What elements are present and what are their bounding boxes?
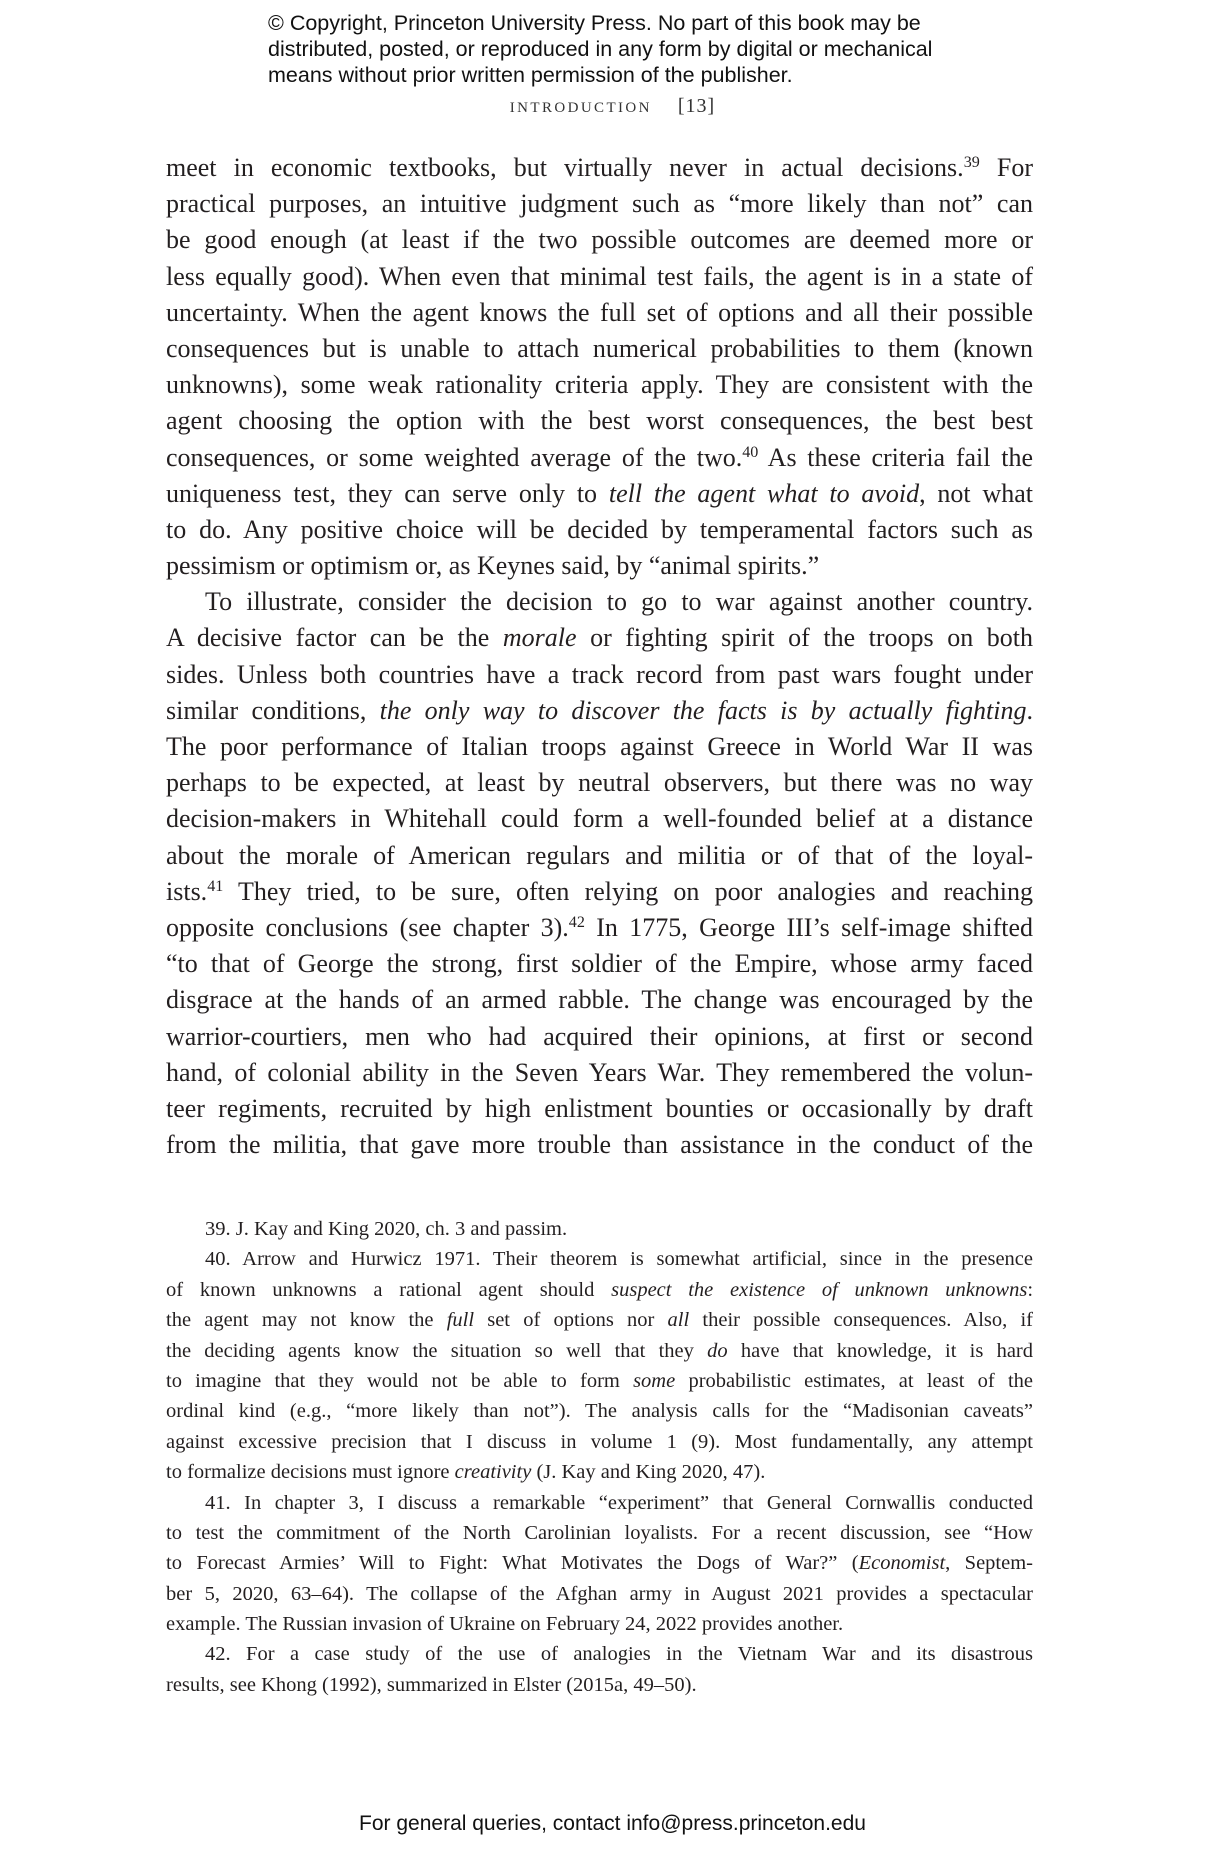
footnotes — [166, 1214, 1033, 1700]
body-text — [166, 150, 1033, 1163]
copyright-line: distributed, posted, or reproduced in any form by digital or mechanical — [268, 37, 933, 61]
text-run: uniqueness test, they can serve only to — [166, 478, 609, 508]
emphasis-text: the only way to discover the facts is by actually fighting — [379, 695, 1027, 725]
body-line — [166, 150, 1033, 186]
footnote-line — [166, 1336, 1033, 1366]
text-run: have that knowledge, it is hard — [727, 1339, 1033, 1362]
footnote-line — [166, 1214, 1033, 1244]
text-run: ber 5, 2020, 63–64). The collapse of the Afghan army in August 2021 provides a spectacular — [166, 1582, 1033, 1605]
running-head — [0, 93, 1225, 118]
body-line — [166, 512, 1033, 548]
text-run: about the morale of American regulars and militia or of that of the loyal- — [166, 840, 1033, 870]
footnote-line — [166, 1366, 1033, 1396]
text-run: against excessive precision that I discuss in volume 1 (9). Most fundamentally, any attempt — [166, 1430, 1033, 1453]
footnote-line — [166, 1518, 1033, 1548]
text-run: hand, of colonial ability in the Seven Years War. They remembered the volun- — [166, 1057, 1033, 1087]
emphasis-text: do — [707, 1339, 728, 1362]
text-run: meet in economic textbooks, but virtually never in actual decisions. — [166, 153, 964, 182]
text-run: 39. J. Kay and King 2020, ch. 3 and passim. — [205, 1218, 568, 1240]
text-run: sides. Unless both countries have a track record from past wars fought under — [166, 659, 1033, 689]
text-run: 40. Arrow and Hurwicz 1971. Their theorem is somewhat artificial, since in the presence — [205, 1248, 1033, 1271]
text-run: In 1775, George III’s self-image shifted — [584, 912, 1033, 942]
text-run: , Septem- — [945, 1552, 1033, 1575]
body-line — [166, 403, 1033, 439]
body-line — [166, 548, 1033, 584]
text-run: The poor performance of Italian troops against Greece in World War II was — [166, 732, 1033, 761]
body-line — [166, 259, 1033, 295]
footnote-reference: 41 — [207, 877, 224, 895]
text-run: their possible consequences. Also, if — [689, 1309, 1033, 1332]
chapter-title: introduction — [509, 93, 652, 117]
text-run: probabilistic estimates, at least of the — [675, 1369, 1033, 1392]
text-run: to test the commitment of the North Carolinian loyalists. For a recent discussion, see “How — [166, 1521, 1033, 1544]
body-line — [166, 765, 1033, 801]
body-line — [166, 584, 1033, 620]
body-line — [166, 1019, 1033, 1055]
footnote-line — [166, 1396, 1033, 1426]
body-line — [166, 186, 1033, 222]
text-run: consequences, or some weighted average of the two. — [166, 442, 743, 472]
text-run: the agent may not know the — [166, 1309, 447, 1332]
body-line — [166, 476, 1033, 512]
page-number: [13] — [677, 95, 716, 117]
footnote-reference: 39 — [963, 154, 980, 172]
text-run: disgrace at the hands of an armed rabble. The change was encouraged by the — [166, 985, 1033, 1015]
text-run: “to that of George the strong, first soldier of the Empire, whose army faced — [166, 949, 1033, 979]
text-run: , not what — [919, 478, 1033, 508]
footnote-line — [166, 1488, 1033, 1518]
text-run: to Forecast Armies’ Will to Fight: What Motivates the Dogs of War?” ( — [166, 1552, 859, 1575]
body-line — [166, 838, 1033, 874]
footnote-reference: 42 — [568, 914, 585, 932]
text-run: teer regiments, recruited by high enlistment bounties or occasionally by draft — [166, 1093, 1033, 1123]
body-line — [166, 657, 1033, 693]
body-line — [166, 693, 1033, 729]
emphasis-text: tell the agent what to avoid — [608, 478, 920, 508]
body-line — [166, 801, 1033, 837]
copyright-notice — [268, 10, 968, 88]
text-run: : — [1027, 1278, 1034, 1301]
text-run: For — [979, 153, 1033, 182]
footnote-line — [166, 1244, 1033, 1274]
body-line — [166, 222, 1033, 258]
footnote-line — [166, 1305, 1033, 1335]
text-run: perhaps to be expected, at least by neutral observers, but there was no way — [166, 768, 1033, 798]
text-run: They tried, to be sure, often relying on poor analogies and reaching — [223, 876, 1033, 906]
copyright-line: © Copyright, Princeton University Press. No part of this book may be — [268, 11, 921, 35]
emphasis-text: some — [633, 1369, 676, 1392]
emphasis-text: suspect the existence of unknown unknowns — [611, 1278, 1028, 1301]
body-line — [166, 910, 1033, 946]
text-run: consequences but is unable to attach numerical probabilities to them (known — [166, 333, 1033, 363]
emphasis-text: morale — [502, 623, 577, 653]
emphasis-text: creativity — [454, 1461, 532, 1484]
text-run: be good enough (at least if the two possible outcomes are deemed more or — [166, 225, 1033, 255]
text-run: to imagine that they would not be able to form — [166, 1369, 634, 1392]
emphasis-text: all — [667, 1309, 690, 1332]
body-line — [166, 295, 1033, 331]
body-line — [166, 620, 1033, 656]
footnote-reference: 40 — [742, 443, 759, 461]
text-run: (J. Kay and King 2020, 47). — [531, 1461, 766, 1484]
body-line — [166, 982, 1033, 1018]
footnote-line — [166, 1427, 1033, 1457]
body-line — [166, 1055, 1033, 1091]
text-run: example. The Russian invasion of Ukraine on February 24, 2022 provides another. — [166, 1613, 844, 1636]
text-run: opposite conclusions (see chapter 3). — [166, 912, 569, 942]
text-run: practical purposes, an intuitive judgment such as “more likely than not” can — [166, 189, 1033, 219]
body-line — [166, 1127, 1033, 1163]
text-run: ists. — [166, 876, 208, 906]
text-run: to do. Any positive choice will be decided by temperamental factors such as — [166, 514, 1033, 544]
text-run: As these criteria fail the — [758, 442, 1033, 472]
footnote-line — [166, 1548, 1033, 1578]
text-run: To illustrate, consider the decision to go to war against another country. — [205, 587, 1033, 617]
copyright-line: means without prior written permission of the publisher. — [268, 63, 793, 87]
text-run: agent choosing the option with the best worst consequences, the best best — [166, 406, 1033, 436]
text-run: pessimism or optimism or, as Keynes said, by “animal spirits.” — [166, 551, 820, 581]
text-run: unknowns), some weak rationality criteria apply. They are consistent with the — [166, 370, 1033, 400]
footnote-line — [166, 1670, 1033, 1700]
text-run: of known unknowns a rational agent should — [166, 1278, 612, 1301]
body-line — [166, 331, 1033, 367]
contact-footer: For general queries, contact info@press.princeton.edu — [359, 1812, 866, 1835]
text-run: warrior-courtiers, men who had acquired their opinions, at first or second — [166, 1021, 1033, 1051]
text-run: uncertainty. When the agent knows the full set of options and all their possible — [166, 297, 1033, 327]
text-run: the deciding agents know the situation so well that they — [166, 1339, 708, 1362]
footnote-line — [166, 1639, 1033, 1669]
emphasis-text: full — [446, 1309, 475, 1332]
body-line — [166, 729, 1033, 765]
footnote-line — [166, 1579, 1033, 1609]
footnote-line — [166, 1457, 1033, 1487]
emphasis-text: Economist — [858, 1552, 946, 1575]
body-line — [166, 1091, 1033, 1127]
text-run: less equally good). When even that minimal test fails, the agent is in a state of — [166, 261, 1033, 291]
footnote-line — [166, 1609, 1033, 1639]
footnote-line — [166, 1275, 1033, 1305]
text-run: from the militia, that gave more trouble than assistance in the conduct of the — [166, 1130, 1033, 1160]
text-run: set of options nor — [474, 1309, 668, 1332]
text-run: . — [1026, 695, 1033, 725]
text-run: decision-makers in Whitehall could form a well-founded belief at a distance — [166, 804, 1033, 834]
body-line — [166, 367, 1033, 403]
text-run: ordinal kind (e.g., “more likely than not”). The analysis calls for the “Madisonian caveats” — [166, 1400, 1033, 1423]
text-run: similar conditions, — [166, 695, 380, 725]
body-line — [166, 946, 1033, 982]
text-run: A decisive factor can be the — [166, 623, 503, 653]
text-run: to formalize decisions must ignore — [166, 1461, 455, 1484]
text-run: 41. In chapter 3, I discuss a remarkable “experiment” that General Cornwallis conducted — [205, 1491, 1033, 1514]
body-line — [166, 874, 1033, 910]
body-line — [166, 440, 1033, 476]
text-run: 42. For a case study of the use of analogies in the Vietnam War and its disastrous — [205, 1643, 1033, 1666]
text-run: or fighting spirit of the troops on both — [576, 623, 1033, 653]
text-run: results, see Khong (1992), summarized in Elster (2015a, 49–50). — [166, 1673, 697, 1696]
